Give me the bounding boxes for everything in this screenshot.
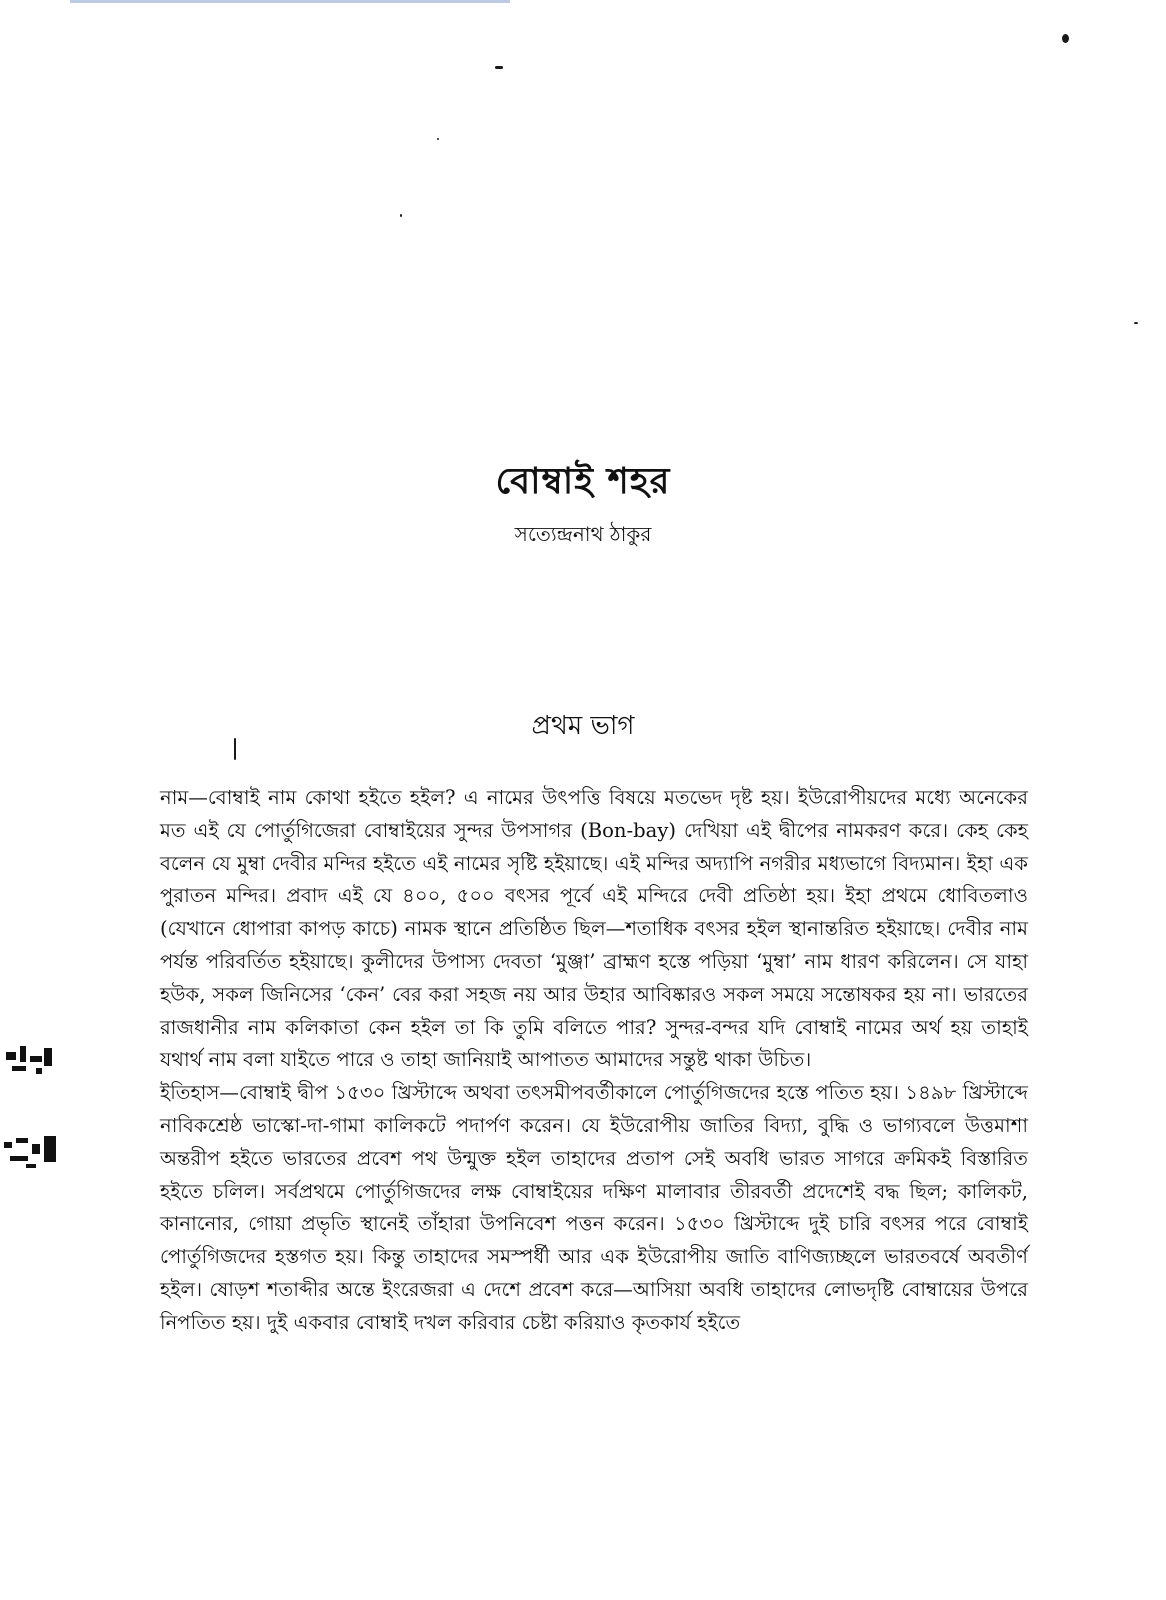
scan-top-edge [70, 0, 510, 3]
document-author: সত্যেন্দ্রনাথ ঠাকুর [514, 522, 652, 546]
paragraph-history: ইতিহাস—বোম্বাই দ্বীপ ১৫৩০ খ্রিস্টাব্দে অথবা তৎসমীপবর্তীকালে পোর্তুগিজদের হস্তে পতিত হয়। ১৪৯৮ খ্রিস্টাব্দে নাবিকশ্রেষ্ঠ ভাস্কো-দা-গামা কালিকটে পদার্পণ করেন। যে ইউরোপীয় জাতির বিদ্যা, বুদ্ধি ও ভাগ্যবলে উত্তমাশা অন্তরীপ হইতে ভারতের প্রবেশ পথ উন্মুক্ত হইল তাহাদের প্রতাপ সেই অবধি ভারত সাগরে ক্রমিকই বিস্তারিত হইতে চলিল। সর্বপ্রথমে পোর্তুগিজদের লক্ষ বোম্বাইয়ের দক্ষিণ মালাবার তীরবর্তী প্রদেশেই বদ্ধ ছিল; কালিকট, কানানোর, গোয়া প্রভৃতি স্থানেই তাঁহারা উপনিবেশ পত্তন করেন। ১৫৩০ খ্রিস্টাব্দে দুই চারি বৎসর পরে বোম্বাই পোর্তুগিজদের হস্তগত হয়। কিন্তু তাহাদের সমস্পর্ধী আর এক ইউরোপীয় জাতি বাণিজ্যচ্ছলে ভারতবর্ষে অবতীর্ণ হইল। ষোড়শ শতাব্দীর অন্তে ইংরেজরা এ দেশে প্রবেশ করে—আসিয়া অবধি তাহাদের লোভদৃষ্টি বোম্বায়ের উপরে নিপতিত হয়। দুই একবার বোম্বাই দখল করিবার চেষ্টা করিয়াও কৃতকার্য হইতে [160, 1081, 1029, 1334]
scan-speck [400, 214, 402, 217]
document-title: বোম্বাই শহর [495, 460, 671, 503]
scan-margin-noise [2, 1134, 62, 1178]
scan-speck [1134, 322, 1138, 324]
scan-speck [437, 138, 439, 140]
section-title: প্রথম ভাগ [531, 711, 635, 741]
document-body [160, 782, 1028, 1340]
scan-speck [495, 66, 503, 69]
scan-margin-noise [2, 1042, 62, 1086]
paragraph-name: নাম—বোম্বাই নাম কোথা হইতে হইল? এ নামের উৎপত্তি বিষয়ে মতভেদ দৃষ্ট হয়। ইউরোপীয়দের মধ্যে অনেকের মত এই যে পোর্তুগিজেরা বোম্বাইয়ের সুন্দর উপসাগর (Bon-bay) দেখিয়া এই দ্বীপের নামকরণ করে। কেহ কেহ বলেন যে মুম্বা দেবীর মন্দির হইতে এই নামের সৃষ্টি হইয়াছে। এই মন্দির অদ্যাপি নগরীর মধ্যভাগে বিদ্যমান। ইহা এক পুরাতন মন্দির। প্রবাদ এই যে ৪০০, ৫০০ বৎসর পূর্বে এই মন্দিরে দেবী প্রতিষ্ঠা হয়। ইহা প্রথমে ধোবিতলাও (যেখানে ধোপারা কাপড় কাচে) নামক স্থানে প্রতিষ্ঠিত ছিল—শতাধিক বৎসর হইল স্থানান্তরিত হইয়াছে। দেবীর নাম পর্যন্ত পরিবর্তিত হইয়াছে। কুলীদের উপাস্য দেবতা ‘মুঞ্জা’ ব্রাহ্মণ হস্তে পড়িয়া ‘মুম্বা’ নাম ধারণ করিলেন। সে যাহা হউক, সকল জিনিসের ‘কেন’ বের করা সহজ নয় আর উহার আবিষ্কারও সকল সময়ে সন্তোষকর হয় না। ভারতের রাজধানীর নাম কলিকাতা কেন হইল তা কি তুমি বলিতে পার? সুন্দর-বন্দর যদি বোম্বাই নামের অর্থ হয় তাহাই যথার্থ নাম বলা যাইতে পারে ও তাহা জানিয়াই আপাতত আমাদের সন্তুষ্ট থাকা উচিত। [160, 786, 1028, 1072]
scan-speck [1062, 34, 1069, 43]
